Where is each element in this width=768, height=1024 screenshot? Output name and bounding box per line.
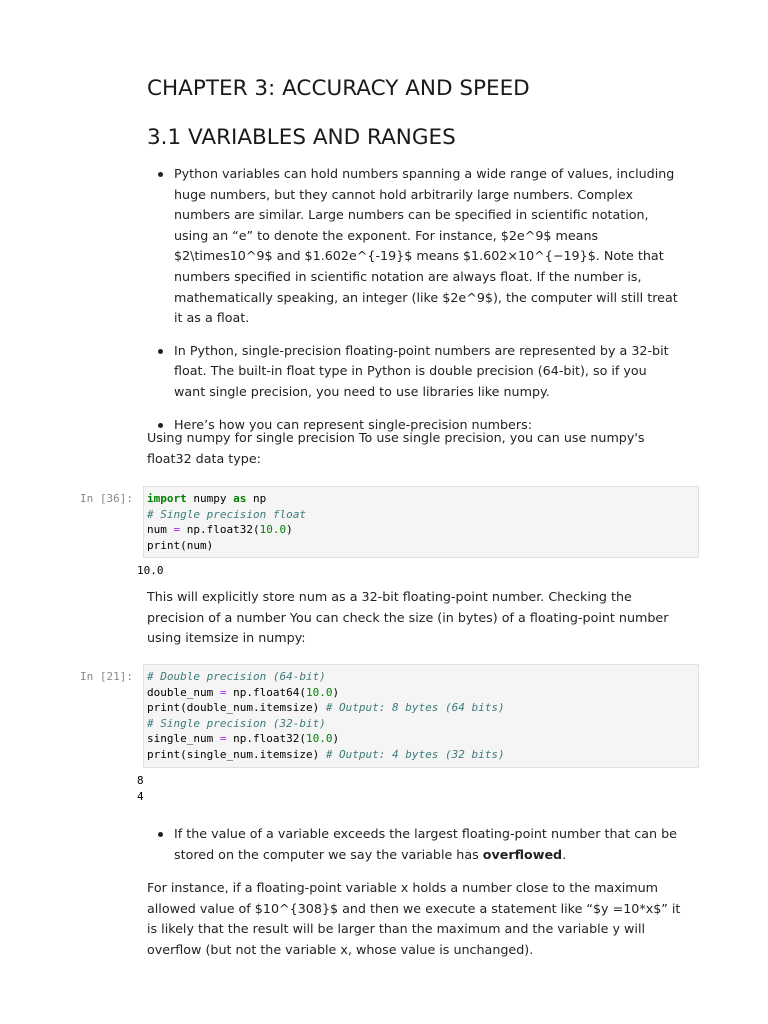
bullet-list-overflow <box>147 824 681 865</box>
code-cell[interactable] <box>143 664 699 768</box>
code-source <box>147 669 694 763</box>
code-line: import numpy as np <box>147 492 267 505</box>
code-line: num = np.float32(10.0) <box>147 523 293 537</box>
keyword: import <box>147 492 187 505</box>
overflow-text: If the value of a variable exceeds the largest floating-point number that can be stored on the computer we say the variable has <box>174 826 677 862</box>
chapter-title: CHAPTER 3: ACCURACY AND SPEED <box>147 76 530 101</box>
cell-output <box>137 773 144 804</box>
code-line: double_num = np.float64(10.0) <box>147 685 340 699</box>
keyword: as <box>233 492 247 505</box>
cell-output: 10.0 <box>137 564 164 577</box>
code-comment: # Single precision (32-bit) <box>147 716 326 730</box>
code-source <box>147 491 694 553</box>
paragraph-overflow-example: For instance, if a floating-point variable x holds a number close to the maximum allowed value of $10^{308}$ and then we execute a statement like “$y =10*x$” it is likely that the result will be larger than the maximum and the variable y will overflow (but not the variable x, whose value is unchanged). <box>147 880 681 957</box>
cell-prompt: In [36]: <box>80 492 133 505</box>
code-comment: # Double precision (64-bit) <box>147 670 326 683</box>
list-item: Python variables can hold numbers spanning a wide range of values, including huge numbers, but they cannot hold arbitrarily large numbers. Complex numbers are similar. Large numbers can be specified in scientific notation, using an “e” to denote the exponent. For instance, $2e^9$ means $2\times10^9$ and $1.602e^{-19}$ means $1.602×10^{−19}$. Note that numbers specified in scientific notation are always float. If the number is, mathematically speaking, an integer (like $2e^9$), the computer will still treat it as a float. <box>147 164 681 329</box>
section-title: 3.1 VARIABLES AND RANGES <box>147 125 456 150</box>
code-comment: # Single precision float <box>147 507 306 521</box>
code-line: print(single_num.itemsize) # Output: 4 bytes (32 bits) <box>147 747 505 761</box>
list-item <box>147 824 681 865</box>
code-line: print(double_num.itemsize) # Output: 8 bytes (64 bits) <box>147 701 505 715</box>
output-line: 4 <box>137 789 144 803</box>
code-cell[interactable] <box>143 486 699 558</box>
overflow-period: . <box>562 846 567 862</box>
bullet-list-intro <box>147 164 681 435</box>
list-item: In Python, single-precision floating-point numbers are represented by a 32-bit float. The built-in float type in Python is double precision (64-bit), so if you want single precision, you need to use libraries like numpy. <box>147 341 681 403</box>
output-line: 8 <box>137 774 144 787</box>
paragraph-precision: This will explicitly store num as a 32-bit floating-point number. Checking the precision of a number You can check the size (in bytes) of a floating-point number using itemsize in numpy: <box>147 589 669 646</box>
code-line: print(num) <box>147 538 214 552</box>
overflow-term: overflowed <box>482 846 563 862</box>
cell-prompt: In [21]: <box>80 670 133 683</box>
paragraph-numpy-intro: Using numpy for single precision To use single precision, you can use numpy's float32 data type: <box>147 430 645 466</box>
code-line: single_num = np.float32(10.0) <box>147 732 340 746</box>
list-item: Here’s how you can represent single-precision numbers: <box>147 415 681 436</box>
